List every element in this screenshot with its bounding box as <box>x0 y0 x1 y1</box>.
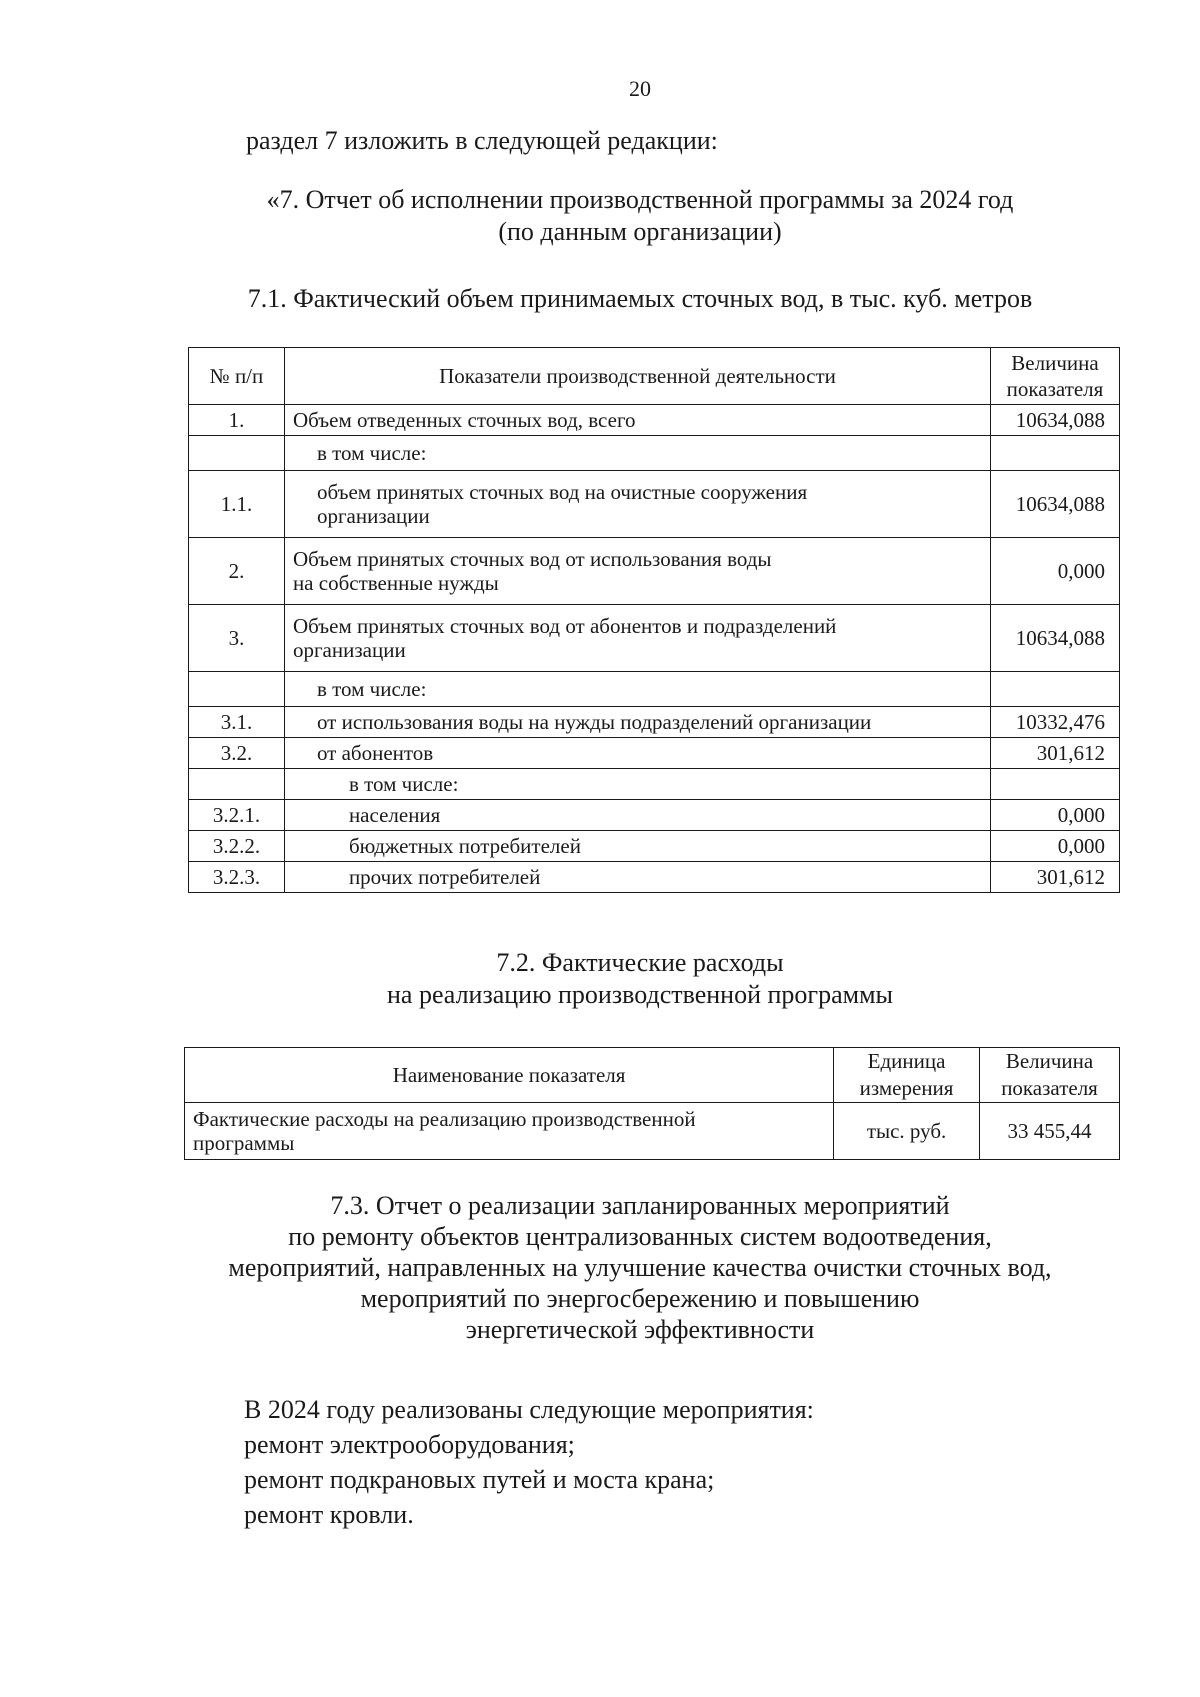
row-value: 0,000 <box>991 831 1120 862</box>
row-value: 301,612 <box>991 862 1120 893</box>
table-row <box>189 538 1120 605</box>
table-row <box>189 672 1120 707</box>
row-name: в том числе: <box>284 436 990 471</box>
list-item: ремонт подкрановых путей и моста крана; <box>244 1465 715 1494</box>
table-row <box>189 471 1120 538</box>
table-header-row <box>185 1048 1120 1103</box>
row-name-line-1: объем принятых сточных вод на очистные сооружения <box>316 480 808 504</box>
section-7-2-title-line-1: 7.2. Фактические расходы <box>496 948 784 977</box>
row-name-line-1: Объем принятых сточных вод от абонентов и подразделений <box>292 614 837 638</box>
table-row <box>189 769 1120 800</box>
row-num <box>189 436 285 471</box>
table-row <box>189 436 1120 471</box>
row-num: 3.1. <box>189 707 285 738</box>
intro-line: раздел 7 изложить в следующей редакции: <box>246 126 718 155</box>
column-header-unit-line-1: Единица <box>867 1049 946 1073</box>
table-row <box>189 831 1120 862</box>
row-num: 3.2.3. <box>189 862 285 893</box>
row-value: 10634,088 <box>991 605 1120 672</box>
row-name: от использования воды на нужды подразделений организации <box>284 707 990 738</box>
table-row <box>189 707 1120 738</box>
list-item: ремонт кровли. <box>244 1500 414 1529</box>
row-name <box>284 538 990 605</box>
row-num <box>189 769 285 800</box>
row-name: от абонентов <box>284 738 990 769</box>
row-value: 10332,476 <box>991 707 1120 738</box>
row-name <box>185 1103 834 1160</box>
section-7-2-title-line-2: на реализацию производственной программы <box>386 980 893 1009</box>
section-7-3-title-line: мероприятий, направленных на улучшение качества очистки сточных вод, <box>228 1253 1052 1282</box>
column-header-value <box>980 1048 1120 1103</box>
page-number: 20 <box>629 76 651 101</box>
table-row <box>189 605 1120 672</box>
column-header-value-line-1: Величина <box>1005 1049 1094 1073</box>
row-name: в том числе: <box>284 672 990 707</box>
table-row <box>189 738 1120 769</box>
row-value: 33 455,44 <box>980 1103 1120 1160</box>
row-value: 0,000 <box>991 538 1120 605</box>
row-name <box>284 471 990 538</box>
column-header-name: Показатели производственной деятельности <box>284 348 990 405</box>
row-value: 301,612 <box>991 738 1120 769</box>
row-num: 2. <box>189 538 285 605</box>
table-row <box>189 800 1120 831</box>
row-name-line-2: программы <box>193 1131 295 1155</box>
column-header-value <box>991 348 1120 405</box>
row-value: 0,000 <box>991 800 1120 831</box>
row-value: 10634,088 <box>991 471 1120 538</box>
section-7-title-line-2: (по данным организации) <box>498 217 782 246</box>
row-name: бюджетных потребителей <box>284 831 990 862</box>
row-num: 3.2.1. <box>189 800 285 831</box>
section-7-3-title <box>0 1190 1200 1345</box>
table-row <box>185 1103 1120 1160</box>
table-header-row <box>189 348 1120 405</box>
table-row <box>189 862 1120 893</box>
row-num: 1. <box>189 405 285 436</box>
column-header-value-line-2: показателя <box>1001 1076 1098 1100</box>
section-7-3-title-line: энергетической эффективности <box>465 1315 815 1344</box>
row-name: Объем отведенных сточных вод, всего <box>284 405 990 436</box>
row-num: 3. <box>189 605 285 672</box>
section-7-title <box>0 184 1200 248</box>
row-value <box>991 436 1120 471</box>
row-name-line-1: Фактические расходы на реализацию производственной <box>193 1107 696 1131</box>
row-name-line-2: на собственные нужды <box>292 571 499 595</box>
section-7-3-title-line: 7.3. Отчет о реализации запланированных мероприятий <box>330 1191 950 1220</box>
column-header-value-line-1: Величина <box>1011 351 1099 375</box>
column-header-value-line-2: показателя <box>1006 377 1104 401</box>
column-header-name: Наименование показателя <box>185 1048 834 1103</box>
row-num: 3.2. <box>189 738 285 769</box>
section-7-3-title-line: мероприятий по энергосбережению и повышению <box>360 1284 920 1313</box>
row-name: в том числе: <box>284 769 990 800</box>
row-num: 3.2.2. <box>189 831 285 862</box>
list-item: ремонт электрооборудования; <box>244 1430 575 1459</box>
row-num <box>189 672 285 707</box>
row-name <box>284 605 990 672</box>
activities-list <box>244 1392 814 1532</box>
row-name: населения <box>284 800 990 831</box>
column-header-unit-line-2: измерения <box>859 1076 954 1100</box>
table-row <box>189 405 1120 436</box>
section-7-title-line-1: «7. Отчет об исполнении производственной программы за 2024 год <box>266 185 1014 214</box>
row-num: 1.1. <box>189 471 285 538</box>
row-unit: тыс. руб. <box>834 1103 980 1160</box>
row-value: 10634,088 <box>991 405 1120 436</box>
column-header-unit <box>834 1048 980 1103</box>
row-name-line-2: организации <box>292 638 406 662</box>
section-7-1-title: 7.1. Фактический объем принимаемых сточных вод, в тыс. куб. метров <box>247 284 1033 313</box>
row-name: прочих потребителей <box>284 862 990 893</box>
section-7-3-title-line: по ремонту объектов централизованных систем водоотведения, <box>288 1222 992 1251</box>
row-value <box>991 769 1120 800</box>
row-value <box>991 672 1120 707</box>
section-7-2-title <box>0 947 1200 1011</box>
activities-intro: В 2024 году реализованы следующие мероприятия: <box>244 1395 814 1424</box>
row-name-line-2: организации <box>316 504 430 528</box>
row-name-line-1: Объем принятых сточных вод от использования воды <box>292 547 772 571</box>
expenses-table <box>184 1047 1120 1160</box>
wastewater-volume-table <box>188 347 1120 893</box>
column-header-num: № п/п <box>189 348 285 405</box>
